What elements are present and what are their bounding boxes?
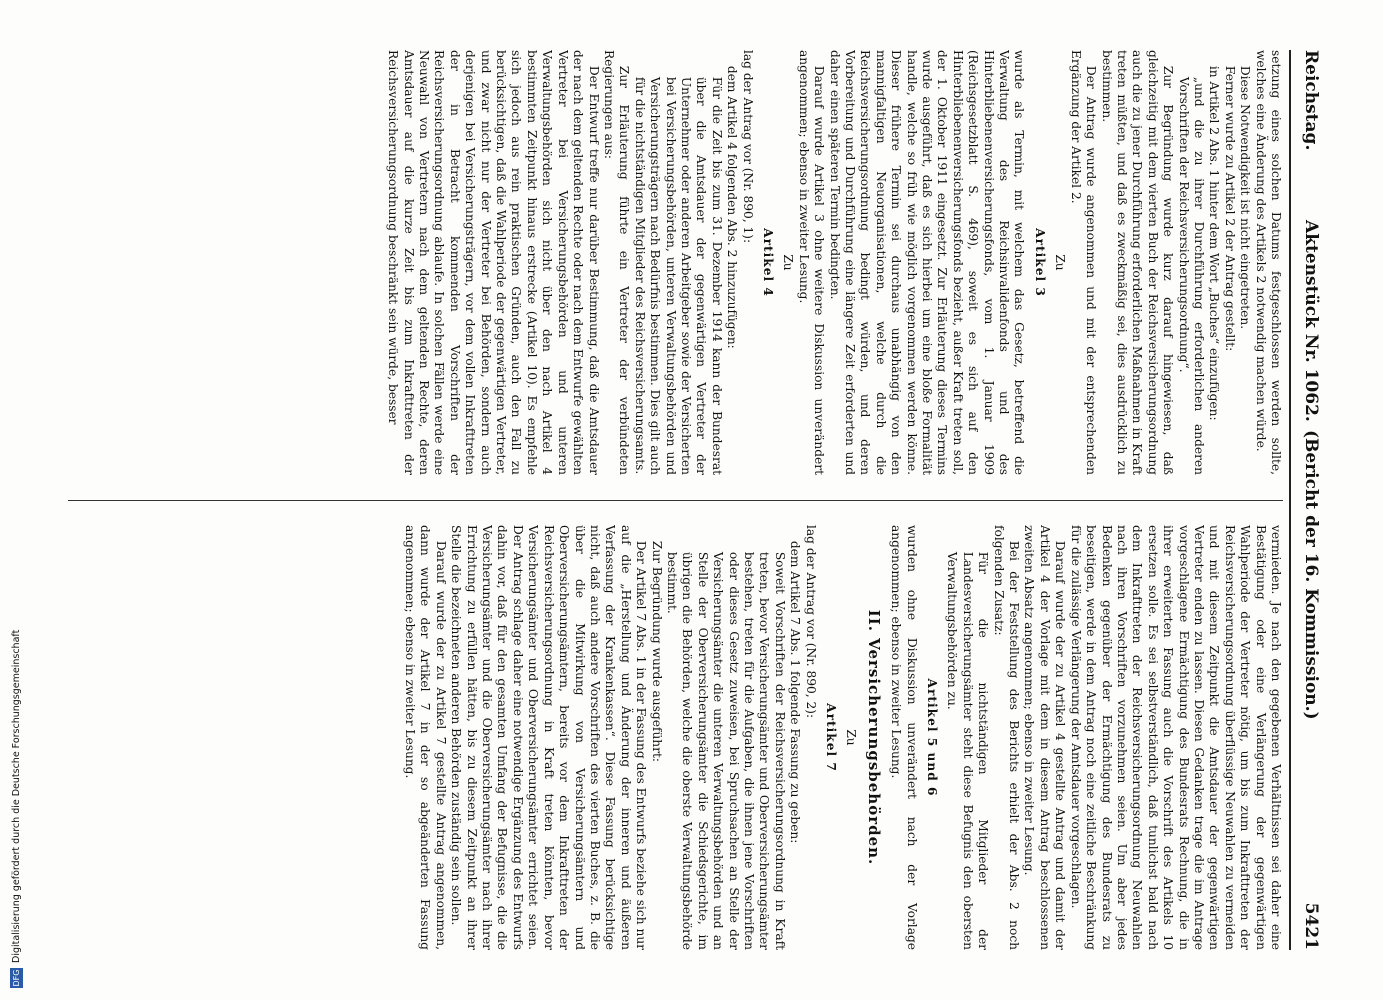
scanned-page	[61, 50, 1321, 950]
paragraph: lag der Antrag vor (Nr. 890, 2):	[803, 525, 818, 719]
dfg-logo-icon: DFG	[12, 969, 21, 987]
section-heading: Artikel 3	[1032, 228, 1047, 297]
paragraph: Der Antrag wurde angenommen und mit der entsprechenden Ergänzung der Artikel 2.	[1068, 50, 1099, 475]
paragraph: Der Artikel 7 Abs. 1 in der Fassung des Entwurfs beziehe sich nur auf die „Herstellung und Änderung der inneren und äußeren Verfassung der Krankenkassen“. Diese Fassung berücksichtige nicht, daß auch andere Vorschriften des vierten Buches, z. B. die über die Mitwirkung von Versicherungsämtern und Oberversicherungsämtern, bereits vor dem Inkrafttreten der Reichsversicherungsordnung in Kraft treten könnten, bevor Versicherungsämter und Oberversicherungsämter errichtet seien. Der Antrag schlage daher eine notwendige Ergänzung des Entwurfs dahin vor, daß für den gesamten Umfang der Befugnisse, die die Versicherungsämter und die Oberversicherungsämter nach ihrer Errichtung zu erfüllen hätten, bis zu diesem Zeitpunkt an ihrer Stelle die bezeichneten anderen Behörden zuständig sein sollen.	[449, 525, 649, 950]
digitization-credit	[10, 630, 23, 988]
paragraph: Darauf wurde der zu Artikel 7 gestellte Antrag angenommen, dann wurde der Artikel 7 in der so abgeänderten Fassung angenommen; ebenso in zweiter Lesung.	[403, 525, 448, 950]
paragraph: Bei der Feststellung des Berichts erhielt der Abs. 2 noch folgenden Zusatz:	[991, 525, 1022, 950]
paragraph: vermieden. Je nach den gegebenen Verhältnissen sei daher eine Bestätigung oder eine Verlängerung der gegenwärtigen Wahlperiode der Vertreter nötig, um bis zum Inkrafttreten der Reichsversicherungsordnung überflüssige Neuwahlen zu vermeiden und mit diesem Zeitpunkt die Amtsdauer der gegenwärtigen Vertreter enden zu lassen. Diesen Gedanken trage die im Antrage vorgeschlagene Ermächtigung des Bundesrats Rechnung, die in ihrer erweiterten Fassung auch die Vorschrift des Artikels 10 ersetzen solle. Es sei selbstverständlich, daß tunlichst bald nach dem Inkrafttreten der Reichsversicherungsordnung Neuwahlen nach ihren Vorschriften vorzunehmen seien. Um aber jedes Bedenken gegenüber der Ermächtigung des Bundesrats zu beseitigen, werde in dem Antrag noch eine zeitliche Beschränkung für die zulässige Verlängerung der Amtsdauer vorgeschlagen.	[1068, 525, 1283, 950]
running-header	[1297, 50, 1321, 950]
credit-text: Digitalisierung gefördert durch die Deutsche Forschungsgemeinschaft	[11, 629, 22, 963]
paragraph: dem Artikel 7 Abs. 1 folgende Fassung zu geben:	[788, 540, 803, 844]
header-reichstag: Reichstag.	[1301, 50, 1321, 151]
paragraph: Zur Erläuterung führte ein Vertreter der verbündeten Regierungen aus:	[601, 50, 632, 475]
right-column	[68, 525, 1283, 950]
paragraph: Zu	[781, 254, 796, 271]
paragraph: Diese Notwendigkeit ist nicht eingetreten.	[1238, 65, 1253, 330]
column-divider	[68, 500, 1283, 501]
paragraph: Soweit Vorschriften der Reichsversicherungsordnung in Kraft treten, bevor Versicherungsämter und Oberversicherungsämter bestehen, treten für die Aufgaben, die ihnen jene Vorschriften oder dieses Gesetz zuweisen, bei Spruchsachen an Stelle der Versicherungsämter die unteren Verwaltungsbehörden und an Stelle der Oberversicherungsämter die Schiedsgerichte, im übrigen die Behörden, welche die oberste Verwaltungsbehörde bestimmt.	[664, 551, 787, 950]
paragraph: setzung eines solchen Datums festgeschlossen werden sollte, welches eine Änderung des Artikels 2 notwendig machen würde.	[1253, 50, 1283, 475]
section-heading: II. Versicherungsbehörden.	[864, 609, 883, 866]
header-commission-report: (Bericht der 16. Kommission.)	[1301, 430, 1321, 720]
paragraph: Der Entwurf treffe nur darüber Bestimmung, daß die Amtsdauer der nach dem geltenden Rechte oder nach dem Entwurfe gewählten Vertreter bei Versicherungsbehörden und unteren Verwaltungsbehörden sich nicht über den nach Artikel 4 bestimmten Zeitpunkt hinaus erstrecke (Artikel 10). Es empfehle sich jedoch aus rein praktischen Gründen, auch den Fall zu berücksichtigen, daß die Wahlperiode der gegenwärtigen Vertreter, und zwar nicht nur der Vertreter bei Behörden, sondern auch derjenigen bei Versicherungsträgern, vor dem vollen Inkrafttreten der in Betracht kommenden Vorschriften der Reichsversicherungsordnung ablaufe. In solchen Fällen werde eine Neuwahl von Vertretern nach dem geltenden Rechte, deren Amtsdauer auf die kurze Zeit bis zum Inkrafttreten der Reichsversicherungsordnung beschränkt sein würde, besser	[386, 50, 601, 475]
paragraph: Zur Begründung wurde kurz darauf hingewiesen, daß gleichzeitig mit dem vierten Buch der Reichsversicherungsordnung auch die zu jener Durchführung erforderlichen Maßnahmen in Kraft treten müßten, und daß es zweckmäßig sei, dies ausdrücklich zu bestimmen.	[1099, 50, 1176, 475]
paragraph: wurde als Termin, mit welchem das Gesetz, betreffend die Verwaltung des Reichsinvalidenfonds und des Hinterbliebenenversicherungsfonds, vom 1. Januar 1909 (Reichsgesetzblatt S. 469), soweit es sich auf den Hinterbliebenenversicherungsfonds bezieht, außer Kraft treten soll, der 1. Oktober 1911 eingesetzt. Zur Erläuterung dieses Termins wurde ausgeführt, daß es sich hierbei um eine bloße Formalität handle, welche so früh wie möglich vorgenommen werden könne. Dieser frühere Termin sei durchaus unabhängig von den mannigfaltigen Neuorganisationen, welche durch die Reichsversicherungsordnung bedingt würden, und deren Vorbereitung und Durchführung eine längere Zeit erforderten und daher einen späteren Termin bedingten.	[827, 50, 1027, 475]
paragraph: Für die Zeit bis zum 31. Dezember 1914 kann der Bundesrat über die Amtsdauer der gegenwärtigen Vertreter der Unternehmer oder anderen Arbeitgeber sowie der Versicherten bei Versicherungsbehörden, unteren Verwaltungsbehörden und Versicherungsträgern nach Bedürfnis bestimmen. Dies gilt auch für die nichtständigen Mitglieder des Reichsversicherungsamts.	[632, 76, 724, 475]
paragraph: Zu	[1053, 254, 1068, 271]
paragraph: dem Artikel 4 folgenden Abs. 2 hinzuzufügen:	[725, 65, 740, 349]
paragraph: Ferner wurde zu Artikel 2 der Antrag gestellt:	[1222, 65, 1237, 352]
section-heading: Artikel 4	[761, 228, 775, 297]
paragraph: in Artikel 2 Abs. 1 hinter dem Wort „Buches“ einzufügen:	[1207, 65, 1222, 421]
page-number: 5421	[1301, 902, 1321, 950]
section-heading: Artikel 5 und 6	[925, 678, 940, 797]
paragraph: Darauf wurde der zu Artikel 4 gestellte Antrag und damit der Artikel 4 der Vorlage mit dem in diesem Antrag beschlossenen zweiten Absatz angenommen; ebenso in zweiter Lesung.	[1022, 525, 1068, 950]
left-column	[68, 50, 1283, 475]
section-heading: Artikel 7	[824, 703, 839, 772]
header-rule	[1289, 50, 1291, 950]
paragraph: wurden ohne Diskussion unverändert nach der Vorlage angenommen; ebenso in zweiter Lesung.	[889, 525, 919, 950]
paragraph: Darauf wurde Artikel 3 ohne weitere Diskussion unverändert angenommen; ebenso in zweiter Lesung.	[796, 50, 827, 475]
paragraph: „und die zu ihrer Durchführung erforderlichen anderen Vorschriften der Reichsversicherungsordnung“.	[1176, 76, 1206, 475]
paragraph: Zu	[844, 729, 859, 746]
paragraph: Für die nichtständigen Mitglieder der Landesversicherungsämter steht diese Befugnis den obersten Verwaltungsbehörden zu.	[945, 551, 991, 950]
paragraph: Zur Begründung wurde ausgeführt:	[649, 540, 664, 762]
header-document-number: Aktenstück Nr. 1062.	[1301, 220, 1321, 422]
paragraph: lag der Antrag vor (Nr. 890, 1):	[740, 50, 755, 244]
